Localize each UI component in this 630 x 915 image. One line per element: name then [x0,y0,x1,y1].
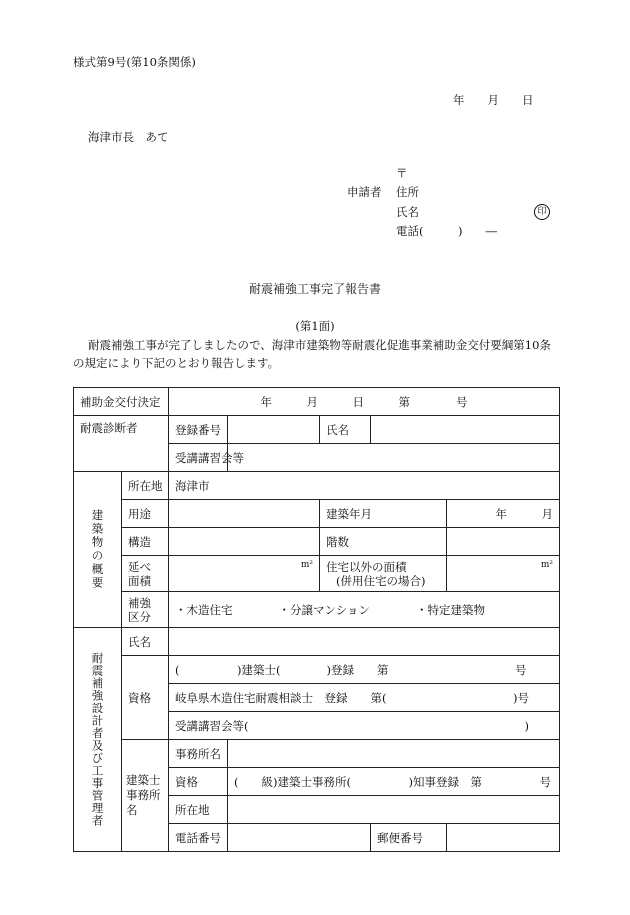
designer-name-label: 氏名 [122,628,169,656]
category-label: 補強 区分 [122,592,169,628]
location-value[interactable]: 海津市 [169,472,560,500]
date-line: 年 月 日 [453,93,534,107]
applicant-address-label: 住所 [396,185,419,199]
page-label: (第1面) [295,319,335,333]
addressee: 海津市長 あて [88,130,169,144]
phone-field[interactable] [228,824,371,852]
qualification-line-1[interactable]: ( )建築士( )登録 第 号 [169,656,560,684]
diagnoser-name-field[interactable] [371,416,560,444]
structure-field[interactable] [169,528,320,556]
floor-area-unit[interactable]: m² [169,556,320,592]
diagnoser-name-label: 氏名 [320,416,371,444]
applicant-role-label: 申請者 [347,185,382,199]
reg-no-label: 登録番号 [169,416,228,444]
office-qual-label: 資格 [169,768,228,796]
use-label: 用途 [122,500,169,528]
postal-label: 郵便番号 [371,824,447,852]
use-field[interactable] [169,500,320,528]
grant-decision-value: 年 月 日 第 号 [169,388,560,416]
intro-line-1: 耐震補強工事が完了しましたので、海津市建築物等耐震化促進事業補助金交付要綱第10条 [88,338,551,352]
structure-label: 構造 [122,528,169,556]
applicant-name-label: 氏名 [396,205,419,219]
non-res-area-label: 住宅以外の面積 (併用住宅の場合) [320,556,447,592]
floors-field[interactable] [447,528,560,556]
location-label: 所在地 [122,472,169,500]
form-number: 様式第9号(第10条関係) [73,55,196,69]
phone-label: 電話番号 [169,824,228,852]
designer-label: 耐震補強設計者及び工事管理者 [74,628,122,852]
designer-name-field[interactable] [169,628,560,656]
postal-mark: 〒 [396,166,408,180]
reg-no-field[interactable] [228,416,320,444]
built-value[interactable]: 年 月 [447,500,560,528]
built-label: 建築年月 [320,500,447,528]
document-title: 耐震補強工事完了報告書 [248,282,381,296]
office-addr-label: 所在地 [169,796,228,824]
category-options[interactable]: ・木造住宅 ・分譲マンション ・特定建築物 [169,592,560,628]
floors-label: 階数 [320,528,447,556]
qualification-label: 資格 [122,656,169,740]
diagnoser-course-field[interactable] [228,444,560,472]
diagnoser-label: 耐震診断者 [74,416,169,472]
non-res-area-unit[interactable]: m² [447,556,560,592]
office-qual-value[interactable]: ( 級)建築士事務所( )知事登録 第 号 [228,768,560,796]
building-overview-label: 建築物の概要 [74,472,122,628]
intro-line-2: の規定により下記のとおり報告します。 [73,356,280,370]
report-form-table [73,387,560,852]
floor-area-label: 延べ 面積 [122,556,169,592]
office-addr-field[interactable] [228,796,560,824]
applicant-phone-label: 電話( ) ― [396,224,497,238]
qualification-line-2[interactable]: 岐阜県木造住宅耐震相談士 登録 第( )号 [169,684,560,712]
qualification-line-3[interactable]: 受講講習会等( ) [169,712,560,740]
office-label: 建築士事務所名 [122,740,169,852]
diagnoser-course-label: 受講講習会等 [169,444,228,472]
postal-field[interactable] [447,824,560,852]
office-name-field[interactable] [228,740,560,768]
office-name-label: 事務所名 [169,740,228,768]
seal-mark: 印 [534,203,550,220]
grant-decision-label: 補助金交付決定 [74,388,169,416]
